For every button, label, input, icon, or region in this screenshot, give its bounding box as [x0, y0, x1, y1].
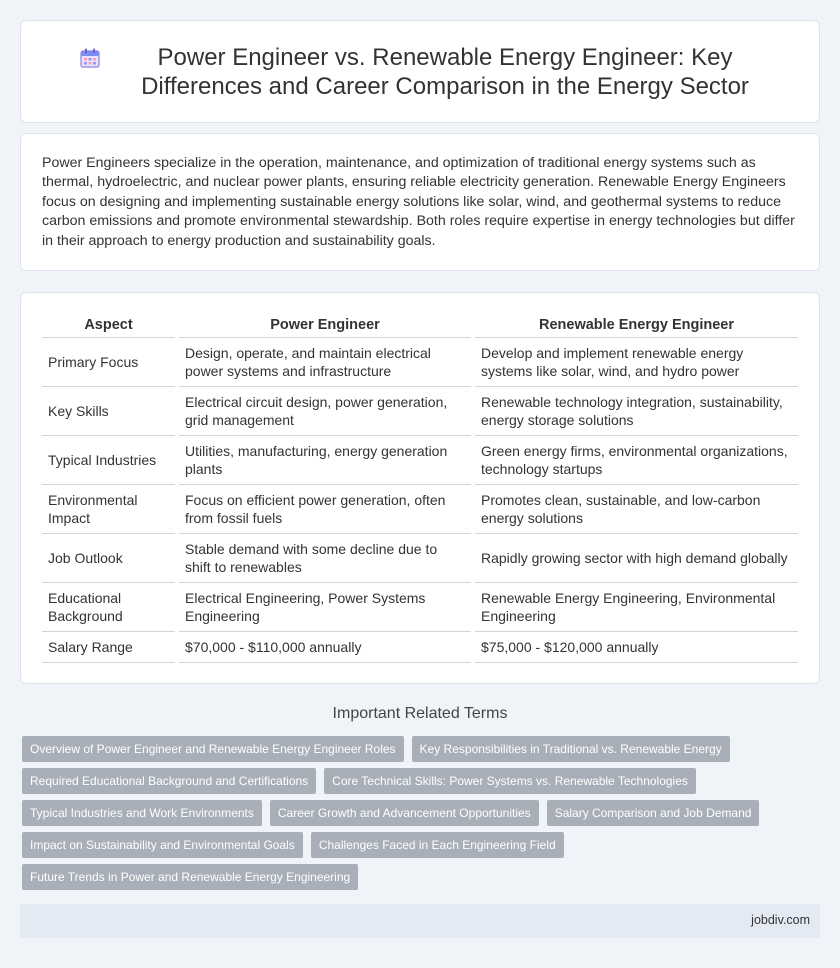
header-aspect: Aspect — [42, 315, 177, 337]
renewable-cell: Promotes clean, sustainable, and low-carbon energy solutions — [473, 484, 798, 533]
power-cell: Utilities, manufacturing, energy generation plants — [177, 435, 473, 484]
related-term-tag[interactable]: Challenges Faced in Each Engineering Field — [311, 832, 564, 858]
renewable-cell: Rapidly growing sector with high demand globally — [473, 533, 798, 582]
renewable-cell: Develop and implement renewable energy systems like solar, wind, and hydro power — [473, 337, 798, 386]
power-cell: Electrical Engineering, Power Systems Engineering — [177, 582, 473, 631]
related-term-tag[interactable]: Salary Comparison and Job Demand — [547, 800, 760, 826]
related-terms-list — [22, 736, 802, 896]
renewable-cell: Renewable technology integration, sustainability, energy storage solutions — [473, 386, 798, 435]
aspect-cell: Typical Industries — [42, 435, 177, 484]
comparison-table — [42, 315, 798, 663]
aspect-cell: Educational Background — [42, 582, 177, 631]
power-cell: $70,000 - $110,000 annually — [177, 631, 473, 662]
table-row — [42, 631, 798, 662]
related-term-tag[interactable]: Overview of Power Engineer and Renewable Energy Engineer Roles — [22, 736, 404, 762]
table-row — [42, 386, 798, 435]
intro-paragraph: Power Engineers specialize in the operation, maintenance, and optimization of traditional energy systems such as thermal, hydroelectric, and nuclear power plants, ensuring reliable electricity generation. Renewable Energy Engineers focus on designing and implementing sustainable energy solutions like solar, wind, and geothermal systems to reduce carbon emissions and promote environmental stewardship. Both roles require expertise in energy technologies but differ in their approach to energy production and sustainability goals. — [42, 155, 795, 249]
table-row — [42, 435, 798, 484]
aspect-cell: Job Outlook — [42, 533, 177, 582]
related-term-tag[interactable]: Impact on Sustainability and Environmental Goals — [22, 832, 303, 858]
related-term-tag[interactable]: Future Trends in Power and Renewable Energy Engineering — [22, 864, 358, 890]
renewable-cell: Green energy firms, environmental organizations, technology startups — [473, 435, 798, 484]
footer-site-link[interactable]: jobdiv.com — [751, 913, 810, 927]
aspect-cell: Environmental Impact — [42, 484, 177, 533]
power-cell: Design, operate, and maintain electrical power systems and infrastructure — [177, 337, 473, 386]
renewable-cell: Renewable Energy Engineering, Environmental Engineering — [473, 582, 798, 631]
intro-card — [20, 133, 820, 271]
aspect-cell: Primary Focus — [42, 337, 177, 386]
related-term-tag[interactable]: Career Growth and Advancement Opportunities — [270, 800, 539, 826]
calendar-icon — [79, 47, 101, 69]
related-term-tag[interactable]: Required Educational Background and Certifications — [22, 768, 316, 794]
table-row — [42, 582, 798, 631]
table-row — [42, 337, 798, 386]
related-term-tag[interactable]: Key Responsibilities in Traditional vs. Renewable Energy — [412, 736, 730, 762]
table-row — [42, 533, 798, 582]
aspect-cell: Salary Range — [42, 631, 177, 662]
related-term-tag[interactable]: Typical Industries and Work Environments — [22, 800, 262, 826]
power-cell: Focus on efficient power generation, often from fossil fuels — [177, 484, 473, 533]
power-cell: Electrical circuit design, power generation, grid management — [177, 386, 473, 435]
renewable-cell: $75,000 - $120,000 annually — [473, 631, 798, 662]
power-cell: Stable demand with some decline due to shift to renewables — [177, 533, 473, 582]
header-power-engineer: Power Engineer — [177, 315, 473, 337]
table-row — [42, 484, 798, 533]
title-wrap — [21, 21, 819, 122]
related-terms-title: Important Related Terms — [332, 705, 508, 722]
header-card — [20, 20, 820, 123]
comparison-table-card — [20, 292, 820, 684]
related-term-tag[interactable]: Core Technical Skills: Power Systems vs. Renewable Technologies — [324, 768, 696, 794]
page-title: Power Engineer vs. Renewable Energy Engineer: Key Differences and Career Comparison in the Energy Sector — [141, 43, 749, 100]
footer-bar — [20, 904, 820, 938]
aspect-cell: Key Skills — [42, 386, 177, 435]
header-renewable-engineer: Renewable Energy Engineer — [473, 315, 798, 337]
table-header-row — [42, 315, 798, 337]
